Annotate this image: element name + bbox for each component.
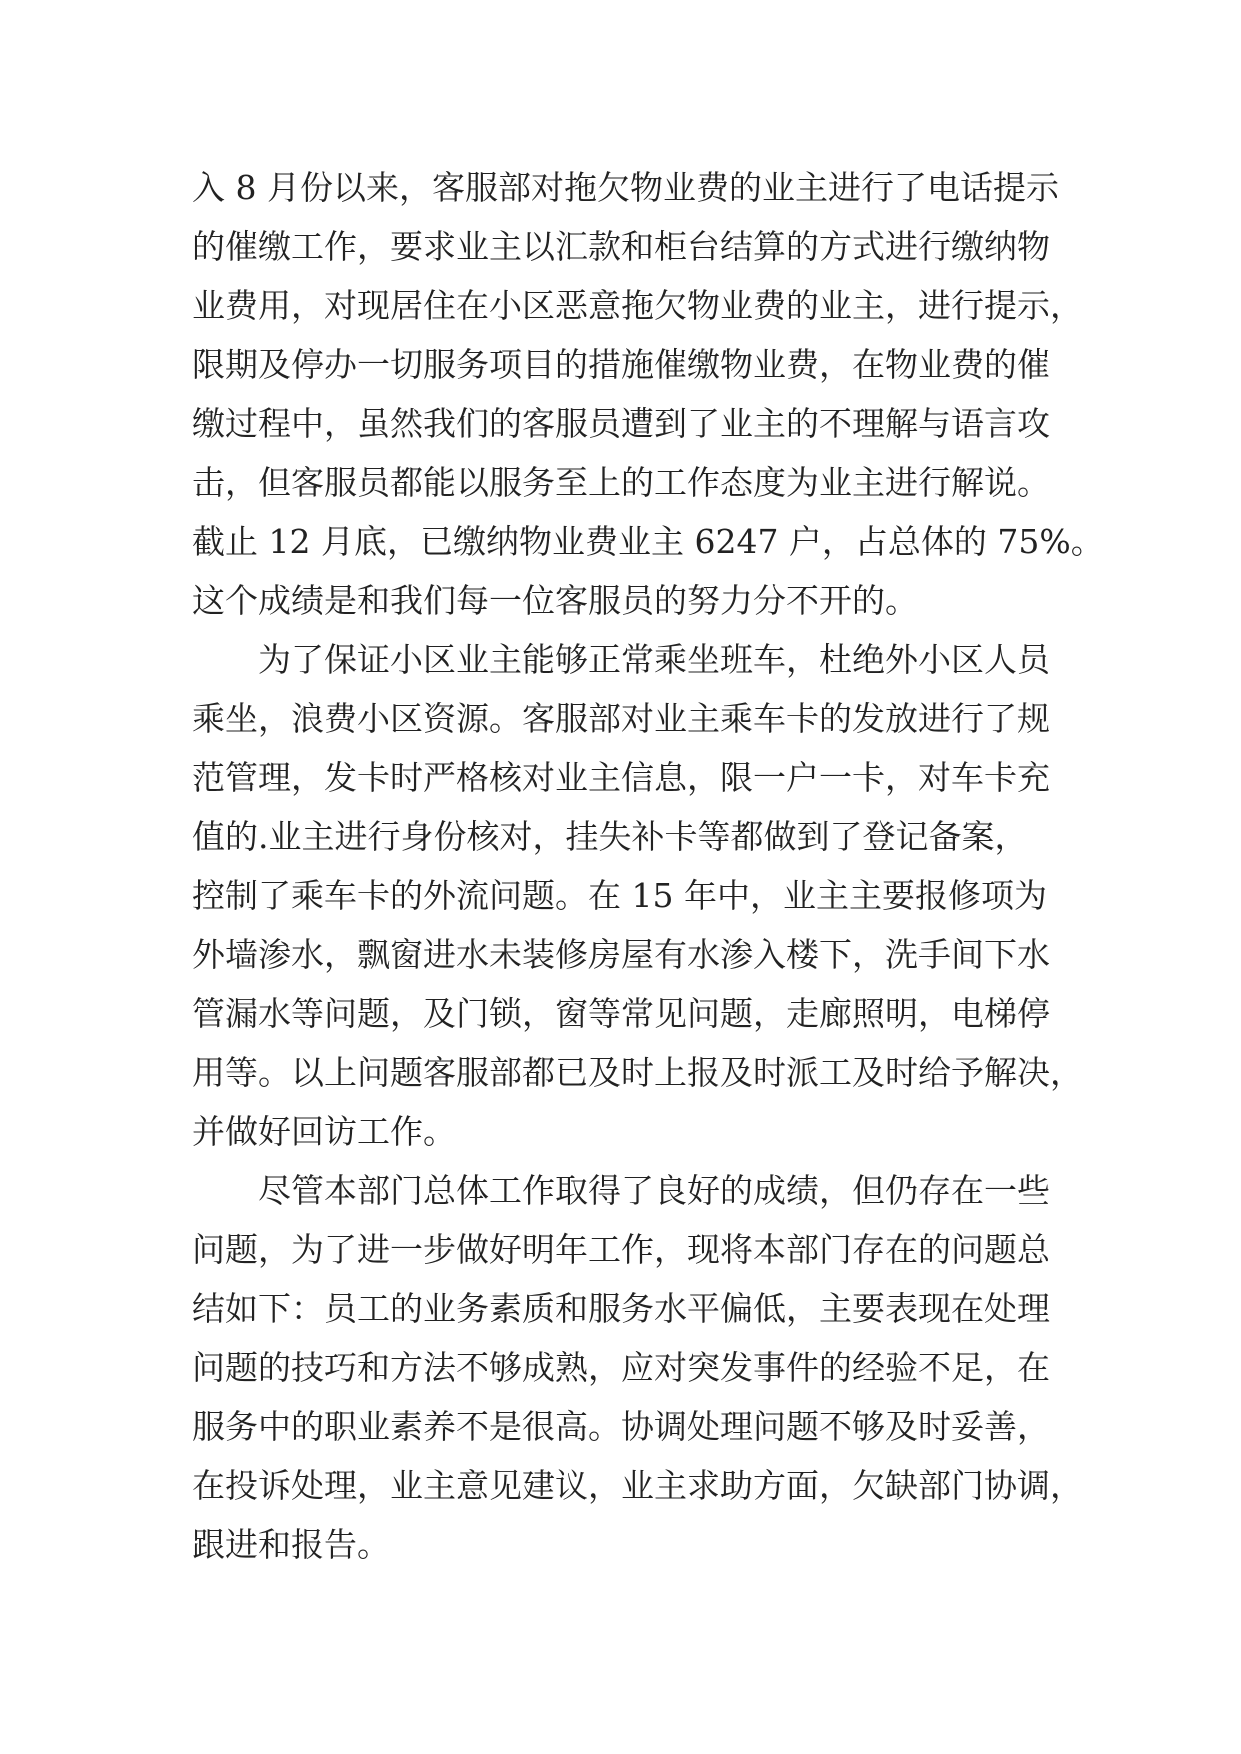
text-line: 的催缴工作，要求业主以汇款和柜台结算的方式进行缴纳物 <box>192 227 1050 266</box>
text-line: 控制了乘车卡的外流问题。在 15 年中，业主主要报修项为 <box>192 876 1047 915</box>
text-line: 跟进和报告。 <box>192 1525 390 1564</box>
text-line: 为了保证小区业主能够正常乘坐班车，杜绝外小区人员 <box>258 640 1050 679</box>
text-line: 击，但客服员都能以服务至上的工作态度为业主进行解说。 <box>192 463 1050 502</box>
text-line: 管漏水等问题，及门锁，窗等常见问题，走廊照明，电梯停 <box>192 994 1050 1033</box>
text-line: 业费用，对现居住在小区恶意拖欠物业费的业主，进行提示， <box>192 286 1083 325</box>
text-line: 问题的技巧和方法不够成熟，应对突发事件的经验不足，在 <box>192 1348 1050 1387</box>
text-line: 并做好回访工作。 <box>192 1112 456 1151</box>
text-line: 限期及停办一切服务项目的措施催缴物业费，在物业费的催 <box>192 345 1050 384</box>
text-line: 服务中的职业素养不是很高。协调处理问题不够及时妥善， <box>192 1407 1050 1446</box>
text-line: 外墙渗水，飘窗进水未装修房屋有水渗入楼下，洗手间下水 <box>192 935 1050 974</box>
text-line: 在投诉处理，业主意见建议，业主求助方面，欠缺部门协调， <box>192 1466 1083 1505</box>
text-line: 结如下：员工的业务素质和服务水平偏低，主要表现在处理 <box>192 1289 1050 1328</box>
text-line: 截止 12 月底，已缴纳物业费业主 6247 户，占总体的 75%。 <box>192 522 1104 561</box>
document-body <box>192 158 1104 1574</box>
text-line: 问题，为了进一步做好明年工作，现将本部门存在的问题总 <box>192 1230 1050 1269</box>
paragraph-bus-card-management <box>192 630 1083 1161</box>
text-line: 缴过程中，虽然我们的客服员遭到了业主的不理解与语言攻 <box>192 404 1050 443</box>
text-line: 乘坐，浪费小区资源。客服部对业主乘车卡的发放进行了规 <box>192 699 1050 738</box>
text-line: 用等。以上问题客服部都已及时上报及时派工及时给予解决， <box>192 1053 1083 1092</box>
text-line: 入 8 月份以来，客服部对拖欠物业费的业主进行了电话提示 <box>192 168 1059 207</box>
text-line: 这个成绩是和我们每一位客服员的努力分不开的。 <box>192 581 918 620</box>
paragraph-existing-problems <box>192 1161 1083 1574</box>
text-line: 范管理，发卡时严格核对业主信息，限一户一卡，对车卡充 <box>192 758 1050 797</box>
text-line: 值的.业主进行身份核对，挂失补卡等都做到了登记备案， <box>192 817 1028 856</box>
text-line: 尽管本部门总体工作取得了良好的成绩，但仍存在一些 <box>258 1171 1050 1210</box>
paragraph-fee-collection <box>192 158 1104 630</box>
